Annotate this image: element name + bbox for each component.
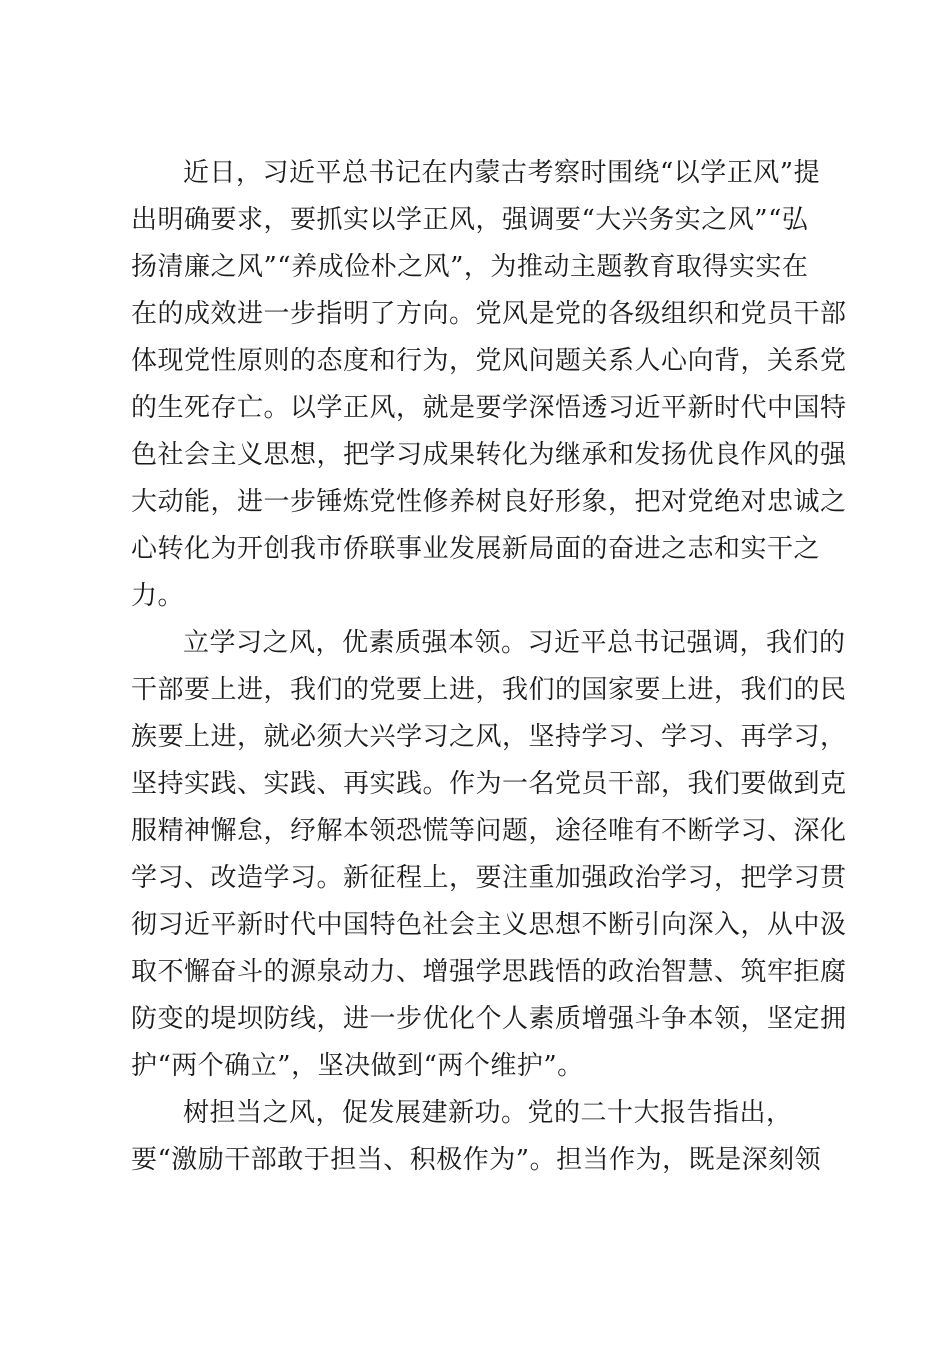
paragraph-line: 取不懈奋斗的源泉动力、增强学思践悟的政治智慧、筑牢拒腐 xyxy=(131,957,847,987)
paragraph-line: 在的成效进一步指明了方向。党风是党的各级组织和党员干部 xyxy=(131,299,847,329)
paragraph-line: 护“两个确立”，坚决做到“两个维护”。 xyxy=(131,1051,584,1081)
paragraph-line: 色社会主义思想，把学习成果转化为继承和发扬优良作风的强 xyxy=(131,440,847,470)
paragraph-line: 要“激励干部敢于担当、积极作为”。担当作为，既是深刻领 xyxy=(131,1145,822,1175)
paragraph-line: 干部要上进，我们的党要上进，我们的国家要上进，我们的民 xyxy=(131,675,847,705)
paragraph-line: 心转化为开创我市侨联事业发展新局面的奋进之志和实干之 xyxy=(131,534,821,564)
document-body xyxy=(131,150,847,1184)
paragraph-3 xyxy=(131,1090,821,1184)
paragraph-line: 学习、改造学习。新征程上，要注重加强政治学习，把学习贯 xyxy=(131,863,847,893)
paragraph-line: 近日，习近平总书记在内蒙古考察时围绕“以学正风”提 xyxy=(183,158,821,188)
paragraph-2 xyxy=(131,620,847,1090)
paragraph-line: 出明确要求，要抓实以学正风，强调要“大兴务实之风”“弘 xyxy=(131,205,809,235)
paragraph-1 xyxy=(131,150,847,620)
paragraph-line: 坚持实践、实践、再实践。作为一名党员干部，我们要做到克 xyxy=(131,769,847,799)
paragraph-line: 立学习之风，优素质强本领。习近平总书记强调，我们的 xyxy=(183,628,846,658)
paragraph-line: 大动能，进一步锤炼党性修养树良好形象，把对党绝对忠诚之 xyxy=(131,487,847,517)
paragraph-line: 服精神懈怠，纾解本领恐慌等问题，途径唯有不断学习、深化 xyxy=(131,816,847,846)
paragraph-line: 扬清廉之风”“养成俭朴之风”，为推动主题教育取得实实在 xyxy=(131,252,809,282)
paragraph-line: 彻习近平新时代中国特色社会主义思想不断引向深入，从中汲 xyxy=(131,910,847,940)
paragraph-line: 的生死存亡。以学正风，就是要学深悟透习近平新时代中国特 xyxy=(131,393,847,423)
paragraph-line: 树担当之风，促发展建新功。党的二十大报告指出， xyxy=(183,1098,793,1128)
paragraph-line: 防变的堤坝防线，进一步优化个人素质增强斗争本领，坚定拥 xyxy=(131,1004,847,1034)
paragraph-line: 力。 xyxy=(131,581,185,611)
paragraph-line: 族要上进，就必须大兴学习之风，坚持学习、学习、再学习， xyxy=(131,722,847,752)
paragraph-line: 体现党性原则的态度和行为，党风问题关系人心向背，关系党 xyxy=(131,346,847,376)
